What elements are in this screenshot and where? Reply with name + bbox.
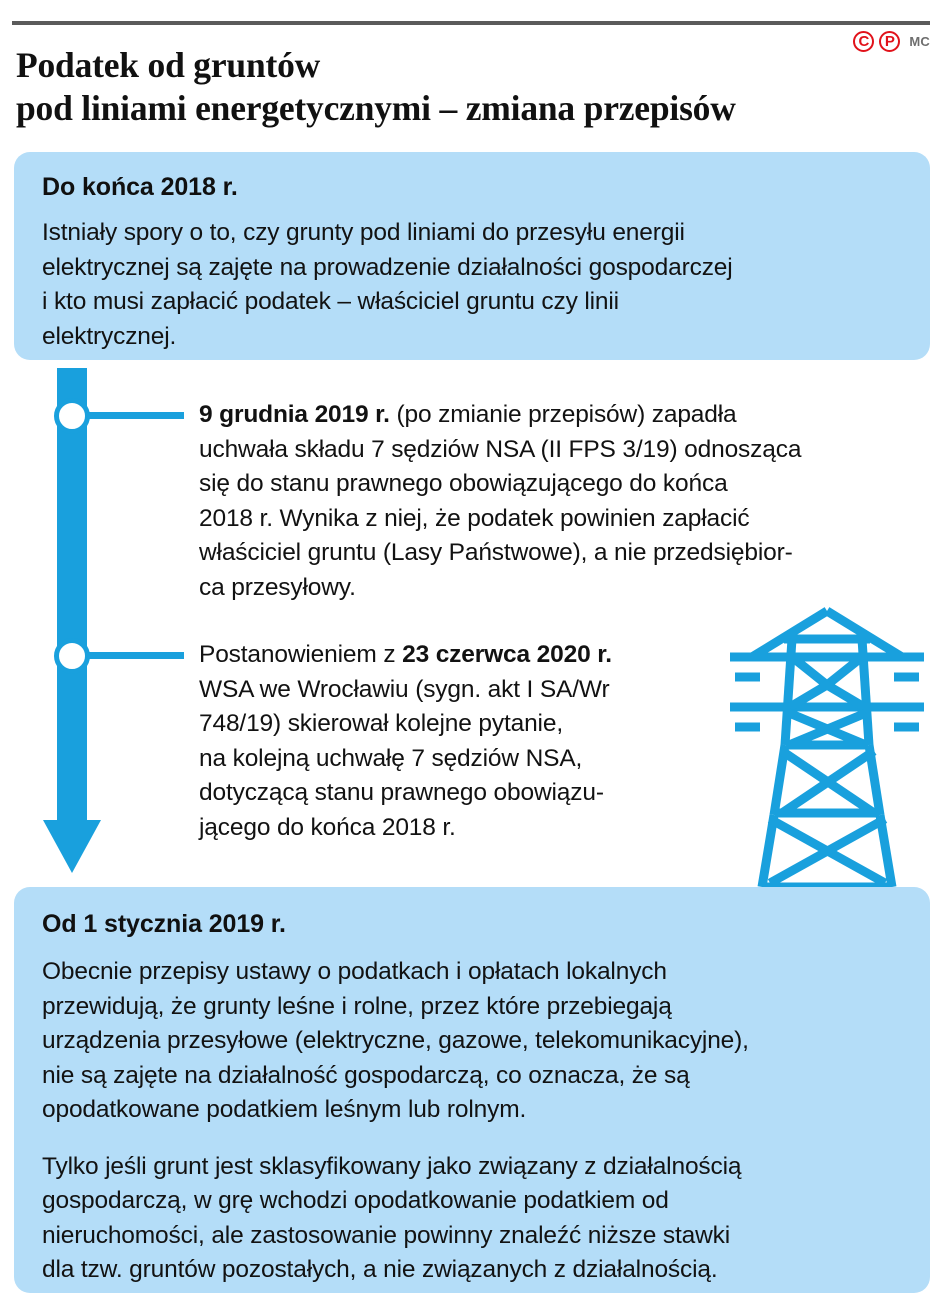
panel-bottom-line: urządzenia przesyłowe (elektryczne, gazowe, telekomunikacyjne), [42,1027,749,1054]
panel-bottom-paragraph-2 [42,1150,902,1288]
panel-top-line: elektrycznej są zajęte na prowadzenie działalności gospodarczej [42,253,733,281]
panel-bottom-heading: Od 1 stycznia 2019 r. [42,910,286,938]
timeline-event-1 [199,398,802,605]
timeline-event-2-line-1 [199,638,739,673]
timeline-event-1-line: się do stanu prawnego obowiązującego do końca [199,470,728,497]
timeline-arrow-shaft [57,368,87,826]
panel-top-line: elektrycznej. [42,322,177,350]
timeline-event-1-line: właściciel gruntu (Lasy Państwowe), a nie przedsiębior- [199,539,793,566]
page-title-line-1: Podatek od gruntów [16,45,321,85]
timeline-event-2-line: na kolejną uchwałę 7 sędziów NSA, [199,744,583,772]
panel-top-line: Istniały spory o to, czy grunty pod liniami do przesyłu energii [42,219,685,246]
timeline-event-2-prefix: Postanowieniem z [199,641,403,668]
header-divider [12,21,930,25]
panel-bottom-line: nieruchomości, ale zastosowanie powinny znaleźć niższe stawki [42,1221,731,1249]
panel-top-body [42,216,902,354]
copyright-p-icon: P [879,31,900,52]
panel-bottom-paragraph-1 [42,955,902,1128]
timeline-event-1-line: 2018 r. Wynika z niej, że podatek powinien zapłacić [199,504,750,532]
author-initials: MC [909,33,930,49]
panel-bottom-line: dla tzw. gruntów pozostałych, a nie związanych z działalnością. [42,1256,718,1283]
page-title-line-2: pod liniami energetycznymi – zmiana przepisów [16,88,736,128]
timeline-event-2-line: 748/19) skierował kolejne pytanie, [199,710,563,737]
timeline-event-2-line: WSA we Wrocławiu (sygn. akt I SA/Wr [199,675,610,703]
panel-bottom-line: Obecnie przepisy ustawy o podatkach i opłatach lokalnych [42,958,667,985]
timeline-event-1-line: ca przesyłowy. [199,573,356,601]
copyright-c-icon: C [853,31,874,52]
panel-top-heading: Do końca 2018 r. [42,173,238,201]
timeline-event-1-date: 9 grudnia 2019 r. [199,401,390,428]
panel-top-line: i kto musi zapłacić podatek – właściciel gruntu czy linii [42,288,619,315]
panel-from-january-2019 [14,887,930,1293]
timeline-node-connector [88,652,184,659]
panel-bottom-line: Tylko jeśli grunt jest sklasyfikowany jako związany z działalnością [42,1152,742,1180]
panel-bottom-line: opodatkowane podatkiem leśnym lub rolnym. [42,1096,527,1123]
timeline-node-marker [54,398,90,434]
panel-bottom-line: przewidują, że grunty leśne i rolne, przez które przebiegają [42,992,672,1020]
timeline-event-2-line: jącego do końca 2018 r. [199,813,456,841]
timeline-event-1-line: uchwała składu 7 sędziów NSA (II FPS 3/19) odnosząca [199,435,802,463]
timeline-event-2 [199,638,739,845]
timeline-event-2-date: 23 czerwca 2020 r. [402,641,612,668]
panel-bottom-line: nie są zajęte na działalność gospodarczą, co oznacza, że są [42,1061,690,1089]
panel-until-end-2018 [14,152,930,360]
timeline-event-1-line-1-rest: (po zmianie przepisów) zapadła [389,401,737,428]
timeline-arrow-head-icon [43,820,101,873]
timeline-node-marker [54,638,90,674]
timeline-node-connector [88,412,184,419]
timeline-event-2-line: dotyczącą stanu prawnego obowiązu- [199,779,604,806]
page-title [16,44,916,130]
timeline-event-1-line-1 [199,398,739,433]
transmission-tower-icon [722,605,932,895]
panel-bottom-line: gospodarczą, w grę wchodzi opodatkowanie podatkiem od [42,1187,669,1214]
